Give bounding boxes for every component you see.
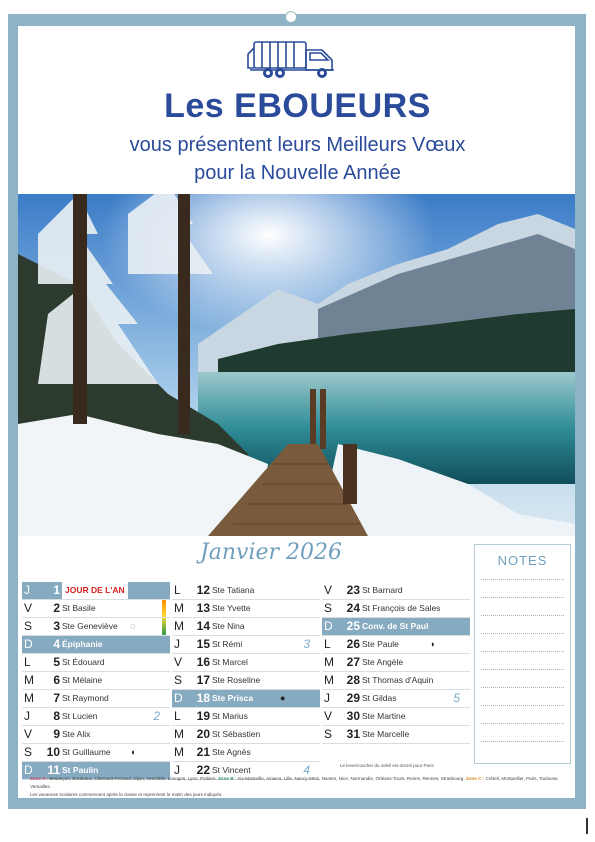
saint-name: Ste Geneviève <box>62 621 118 631</box>
day-number: 17 <box>196 673 210 687</box>
weekday-letter: J <box>174 763 180 777</box>
day-number: 16 <box>196 655 210 669</box>
weekday-letter: D <box>24 763 33 777</box>
saint-name: St Marcel <box>212 657 248 667</box>
calendar-day-row <box>172 726 320 744</box>
saint-name: St Raymond <box>62 693 109 703</box>
weekday-letter: V <box>174 655 183 669</box>
zones-note: Les vacances scolaires commencent après la classe et reprennent le matin des jours indiqués. <box>30 792 223 797</box>
zone-a-label: Zone A : <box>30 776 49 781</box>
zone-a-text: Besançon, Bordeaux, Clermont-Ferrand, Dijon, Grenoble, Limoges, Lyon, Poitiers. <box>49 776 217 781</box>
saint-name: St Basile <box>62 603 96 613</box>
saint-name: St Vincent <box>212 765 251 775</box>
day-number: 10 <box>46 745 60 759</box>
weekday-letter: J <box>324 691 330 705</box>
saint-name: St Sébastien <box>212 729 261 739</box>
calendar-day-row <box>322 690 470 708</box>
zone-b-text: Aix-Marseille, Amiens, Lille, Nancy-Metz, Nantes, Nice, Normandie, Orléans-Tours, Reims, Rennes, Strasbourg. <box>237 776 465 781</box>
weekday-letter: S <box>24 619 33 633</box>
saint-name: Ste Nina <box>212 621 245 631</box>
week-number: 2 <box>153 709 160 723</box>
weekday-letter: V <box>324 709 333 723</box>
saint-name: St Barnard <box>362 585 403 595</box>
calendar-day-row <box>172 636 320 654</box>
weekday-letter: L <box>174 583 181 597</box>
weekday-letter: J <box>24 709 30 723</box>
notes-line <box>481 651 564 652</box>
day-number: 30 <box>346 709 360 723</box>
day-number: 9 <box>53 727 60 741</box>
calendar-day-row <box>22 672 170 690</box>
calendar-day-row <box>22 600 170 618</box>
weekday-letter: V <box>24 601 33 615</box>
notes-line <box>481 669 564 670</box>
weekday-letter: M <box>174 727 184 741</box>
weekday-letter: S <box>324 601 333 615</box>
weekday-letter: J <box>24 583 30 597</box>
week-number: 4 <box>303 763 310 777</box>
calendar-day-row <box>322 618 470 636</box>
day-number: 18 <box>196 691 210 705</box>
day-number: 6 <box>53 673 60 687</box>
weekday-letter: M <box>174 619 184 633</box>
weekday-letter: D <box>324 619 333 633</box>
weekday-letter: D <box>174 691 183 705</box>
winter-lake-photo <box>18 194 575 536</box>
month-title: Janvier 2026 <box>199 540 343 565</box>
calendar-day-row <box>22 654 170 672</box>
day-number: 4 <box>53 637 60 651</box>
weekday-letter: M <box>324 673 334 687</box>
saint-name: Ste Martine <box>362 711 406 721</box>
notes-line <box>481 615 564 616</box>
calendar-day-row <box>322 654 470 672</box>
day-number: 27 <box>346 655 360 669</box>
saint-name: JOUR DE L'AN <box>62 582 128 599</box>
calendar-day-row <box>22 708 170 726</box>
saint-name: Ste Prisca <box>212 693 254 703</box>
calendar-day-row <box>172 708 320 726</box>
calendar-day-row <box>322 600 470 618</box>
day-number: 8 <box>53 709 60 723</box>
day-number: 12 <box>196 583 210 597</box>
notes-title: NOTES <box>497 553 548 568</box>
weekday-letter: D <box>24 637 33 651</box>
day-number: 3 <box>53 619 60 633</box>
saint-name: Ste Yvette <box>212 603 251 613</box>
saint-name: St Guillaume <box>62 747 111 757</box>
calendar-day-row <box>172 618 320 636</box>
zone-b-label: Zone B : <box>217 776 237 781</box>
weekday-letter: M <box>174 745 184 759</box>
calendar-day-row <box>22 636 170 654</box>
saint-name: Ste Marcelle <box>362 729 410 739</box>
weekday-letter: J <box>174 637 180 651</box>
calendar-day-row <box>22 690 170 708</box>
day-number: 13 <box>196 601 210 615</box>
weekday-letter: M <box>24 673 34 687</box>
calendar-day-row <box>322 636 470 654</box>
saint-name: Ste Alix <box>62 729 91 739</box>
weekday-letter: S <box>324 727 333 741</box>
moon-phase-icon: ◗ <box>430 639 436 649</box>
calendar-day-row <box>172 672 320 690</box>
saint-name: Ste Tatiana <box>212 585 255 595</box>
moon-phase-icon: ◖ <box>130 747 136 757</box>
day-number: 2 <box>53 601 60 615</box>
calendar-day-row <box>172 744 320 762</box>
weekday-letter: L <box>324 637 331 651</box>
calendar-day-row <box>172 582 320 600</box>
zone-c-text: Créteil, Montpellier, Paris, Toulouse, Versailles. <box>30 776 559 789</box>
hanging-hole <box>285 11 297 23</box>
day-number: 22 <box>196 763 210 777</box>
day-number: 26 <box>346 637 360 651</box>
zones-line <box>30 775 570 791</box>
calendar-day-row <box>22 744 170 762</box>
notes-line <box>481 687 564 688</box>
weekday-letter: S <box>24 745 33 759</box>
sun-footnote: Le lever/coucher du soleil est donné pour Paris <box>340 763 434 768</box>
notes-line <box>481 723 564 724</box>
week-number: 3 <box>303 637 310 651</box>
notes-line <box>481 633 564 634</box>
weekday-letter: L <box>174 709 181 723</box>
weekday-letter: V <box>24 727 33 741</box>
notes-line <box>481 597 564 598</box>
saint-name: St Édouard <box>62 657 105 667</box>
saint-name: Ste Roseline <box>212 675 261 685</box>
calendar-day-row <box>172 600 320 618</box>
day-number: 15 <box>196 637 210 651</box>
saint-name: St Gildas <box>362 693 397 703</box>
calendar-day-row <box>322 726 470 744</box>
greeting-line-1: vous présentent leurs Meilleurs Vœux <box>129 134 466 156</box>
saint-name: Ste Agnès <box>212 747 251 757</box>
moon-phase-icon: ◌ <box>130 621 136 631</box>
weekday-letter: M <box>24 691 34 705</box>
day-number: 5 <box>53 655 60 669</box>
school-zones <box>30 775 570 799</box>
day-number: 24 <box>346 601 360 615</box>
calendar-day-row <box>172 654 320 672</box>
saint-name: St Rémi <box>212 639 243 649</box>
day-number: 23 <box>346 583 360 597</box>
garbage-truck-icon <box>244 36 340 80</box>
day-number: 1 <box>53 583 60 597</box>
saint-name: Ste Angèle <box>362 657 404 667</box>
saint-name: St Marius <box>212 711 248 721</box>
saint-name: Épiphanie <box>62 639 103 649</box>
saint-name: Ste Paule <box>362 639 399 649</box>
notes-line <box>481 579 564 580</box>
calendar-column-2 <box>172 582 320 780</box>
calendar-day-row <box>322 672 470 690</box>
day-number: 19 <box>196 709 210 723</box>
day-number: 14 <box>196 619 210 633</box>
day-number: 25 <box>346 619 360 633</box>
saint-name: Conv. de St Paul <box>362 621 429 631</box>
weekday-letter: M <box>174 601 184 615</box>
saint-name: St Thomas d'Aquin <box>362 675 434 685</box>
week-number: 5 <box>453 691 460 705</box>
notes-box <box>474 544 571 764</box>
day-number: 31 <box>346 727 360 741</box>
day-number: 21 <box>196 745 210 759</box>
moon-phase-icon: ● <box>280 693 286 703</box>
saint-name: St François de Sales <box>362 603 441 613</box>
greeting-line-2: pour la Nouvelle Année <box>194 162 401 184</box>
calendar-day-row <box>22 726 170 744</box>
zone-c-label: Zone C : <box>465 776 485 781</box>
calendar-day-row <box>22 582 170 600</box>
weekday-letter: S <box>174 673 183 687</box>
saint-name: St Mélaine <box>62 675 103 685</box>
day-number: 29 <box>346 691 360 705</box>
page-title: Les EBOUEURS <box>164 87 431 125</box>
edge-mark <box>586 818 588 834</box>
weekday-letter: V <box>324 583 333 597</box>
day-number: 20 <box>196 727 210 741</box>
notes-line <box>481 705 564 706</box>
week-number: 1 <box>153 583 160 597</box>
calendar-day-row <box>22 618 170 636</box>
day-number: 11 <box>47 763 60 777</box>
day-number: 7 <box>53 691 60 705</box>
calendar-day-row <box>322 582 470 600</box>
day-number: 28 <box>346 673 360 687</box>
saint-name: St Lucien <box>62 711 98 721</box>
calendar-day-row <box>172 690 320 708</box>
weekday-letter: M <box>324 655 334 669</box>
notes-line <box>481 741 564 742</box>
calendar-day-row <box>322 708 470 726</box>
calendar-column-1 <box>22 582 170 780</box>
weekday-letter: L <box>24 655 31 669</box>
saint-name: St Paulin <box>62 765 99 775</box>
calendar-column-3 <box>322 582 470 744</box>
